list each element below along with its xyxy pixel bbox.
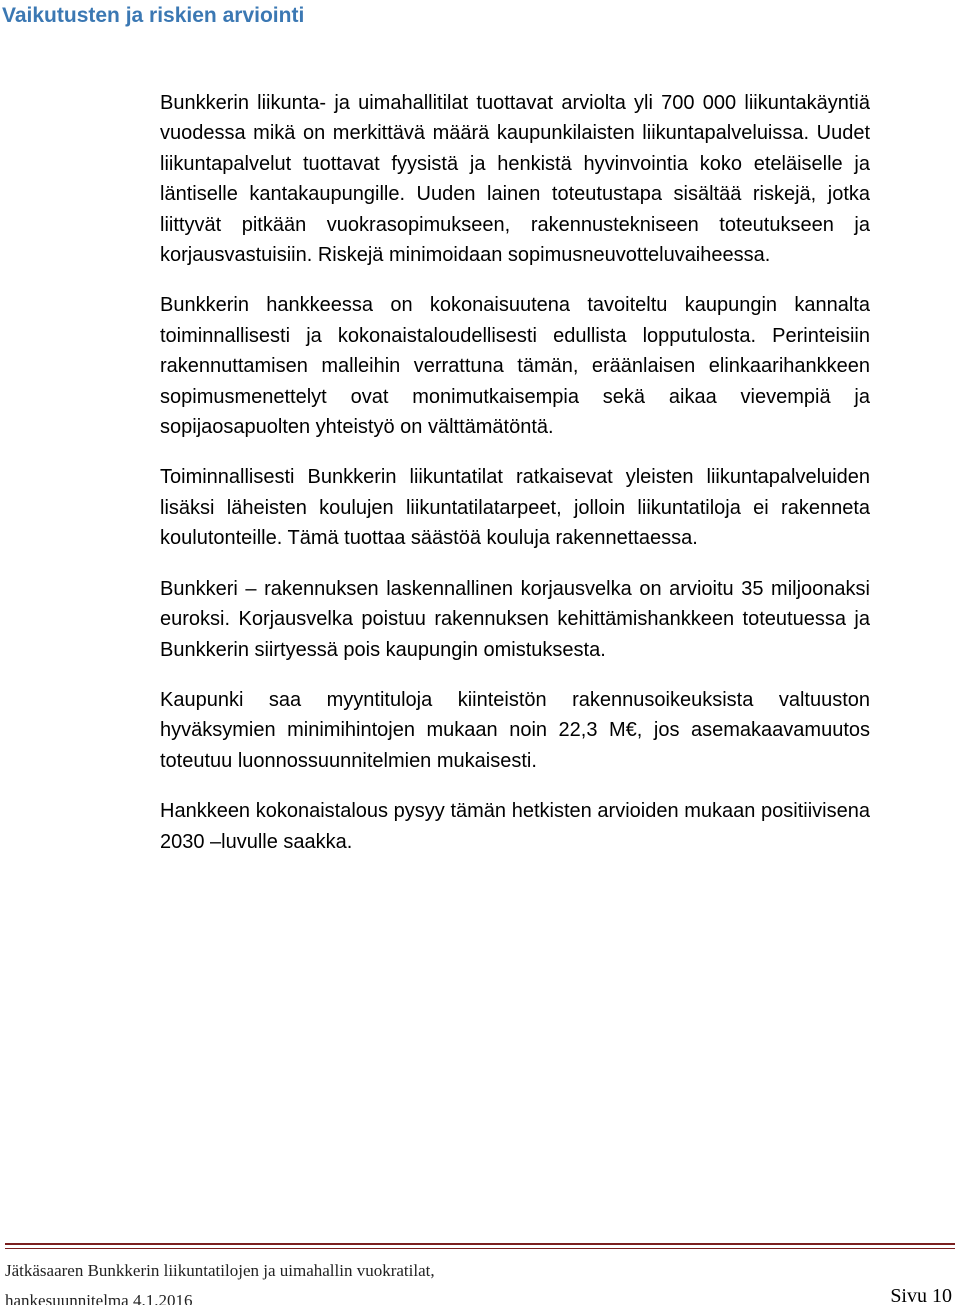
paragraph-visitor-numbers: Bunkkerin liikunta- ja uimahallitilat tuottavat arviolta yli 700 000 liikuntakäyntiä vuodessa mikä on merkittävä määrä kaupunkilaisten liikuntapalveluissa. Uudet liikuntapalvelut tuottavat fyysistä ja henkistä hyvinvointia koko eteläiselle ja läntiselle kantakaupungille. Uuden lainen toteutustapa sisältää riskejä, jotka liittyvät pitkään vuokrasopimukseen, rakennustekniseen toteutukseen ja korjausvastuisiin. Riskejä minimoidaan sopimusneuvotteluvaiheessa. <box>160 92 870 267</box>
paragraph-overall-economy: Hankkeen kokonaistalous pysyy tämän hetkisten arvioiden mukaan positiivisena 2030 –luvulle saakka. <box>160 800 870 853</box>
page-number: Sivu 10 <box>890 1285 952 1305</box>
paragraph-repair-debt: Bunkkeri – rakennuksen laskennallinen korjausvelka on arvioitu 35 miljoonaksi euroksi. Korjausvelka poistuu rakennuksen kehittämishankkeen toteutuessa ja Bunkkerin siirtyessä pois kaupungin omistuksesta. <box>160 577 870 661</box>
footer-doc-line-1: Jätkäsaaren Bunkkerin liikuntatilojen ja uimahallin vuokratilat, <box>5 1261 435 1280</box>
document-body <box>160 88 870 877</box>
paragraph-sales-income: Kaupunki saa myyntituloja kiinteistön rakennusoikeuksista valtuuston hyväksymien minimihintojen mukaan noin 22,3 M€, jos asemakaavamuutos toteutuu luonnossuunnitelmien mukaisesti. <box>160 688 870 772</box>
paragraph-school-facilities: Toiminnallisesti Bunkkerin liikuntatilat ratkaisevat yleisten liikuntapalveluiden lisäksi läheisten koulujen liikuntatilatarpeet, jolloin liikuntatiloja ei rakenneta koulutonteille. Tämä tuottaa säästöä kouluja rakennettaessa. <box>160 466 870 550</box>
footer-document-title <box>5 1256 705 1305</box>
footer-divider <box>5 1243 955 1245</box>
footer-divider-thin <box>5 1248 955 1249</box>
paragraph-project-goals: Bunkkerin hankkeessa on kokonaisuutena tavoiteltu kaupungin kannalta toiminnallisesti ja kokonaistaloudellisesti edullista lopputulosta. Perinteisiin rakennuttamisen malleihin verrattuna tämän, eräänlaisen elinkaarihankkeen sopimusmenettelyt ovat monimutkaisempia sekä aikaa vievempiä ja sopijaosapuolten yhteistyö on välttämätöntä. <box>160 294 870 439</box>
page-title: Vaikutusten ja riskien arviointi <box>2 4 305 27</box>
footer-doc-line-2: hankesuunnitelma 4.1.2016 <box>5 1291 193 1305</box>
